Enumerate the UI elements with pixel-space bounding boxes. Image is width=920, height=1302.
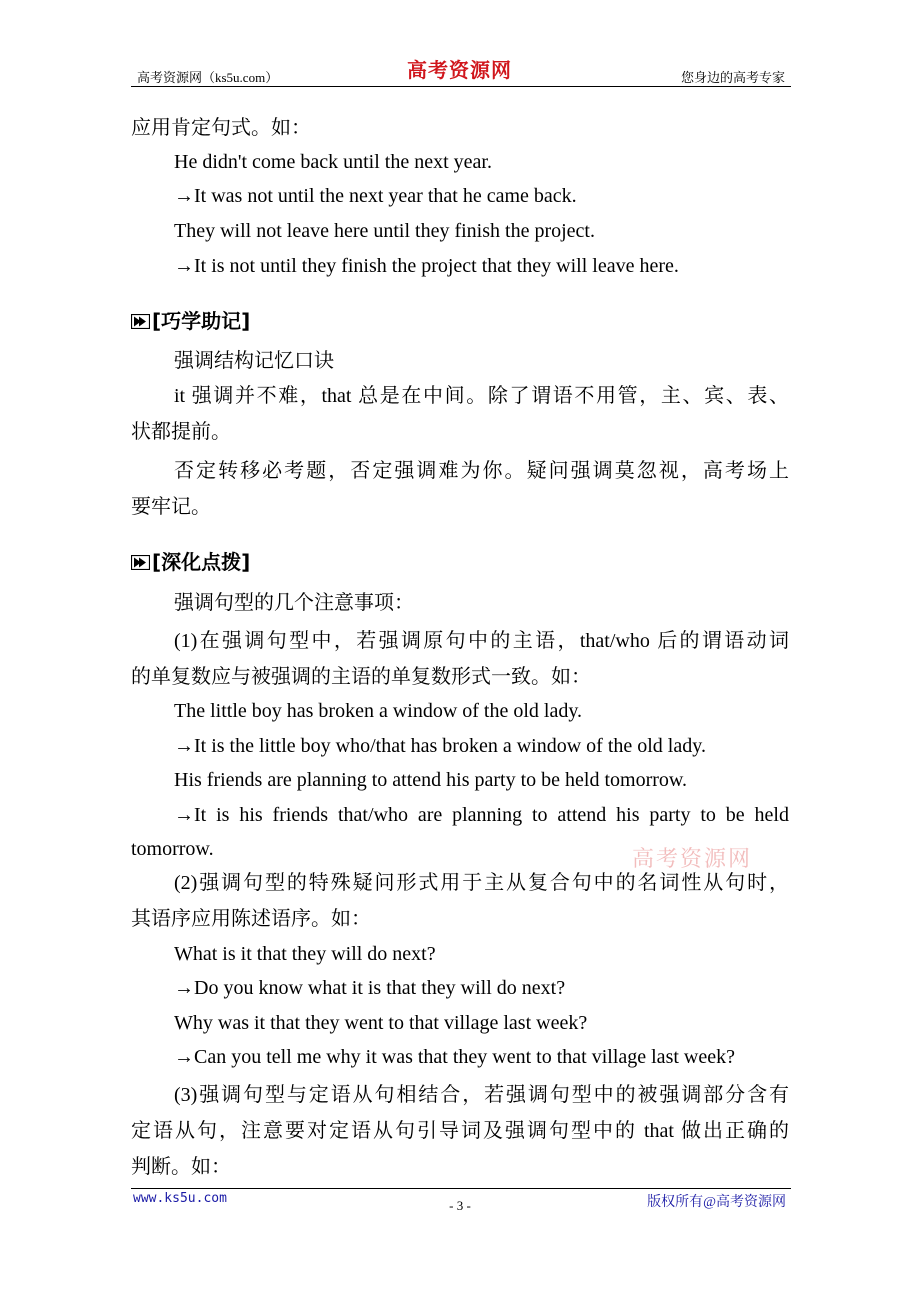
text-line: 状都提前。	[131, 421, 231, 443]
text-line: His friends are planning to attend his party to be held tomorrow.	[174, 769, 688, 791]
section-marker-icon	[131, 314, 150, 329]
text-line: it 强调并不难，that 总是在中间。除了谓语不用管，主、宾、表、	[174, 385, 789, 407]
text-line: Why was it that they went to that village last week?	[174, 1012, 588, 1034]
text-line: 应用肯定句式。如：	[131, 117, 311, 139]
footer-copyright: 版权所有@高考资源网	[647, 1195, 786, 1210]
text-line: 其语序应用陈述语序。如：	[131, 908, 371, 930]
text-line: They will not leave here until they finish the project.	[174, 220, 595, 242]
text-line: →Can you tell me why it was that they went to that village last week?	[174, 1046, 735, 1068]
section-heading-text: [深化点拨]	[152, 550, 251, 574]
text-line: 定语从句，注意要对定语从句引导词及强调句型中的 that 做出正确的	[131, 1120, 789, 1142]
section-heading-deepening	[131, 549, 250, 575]
text-line: →It is his friends that/who are planning to attend his party to be held	[174, 804, 789, 826]
text-line: (1)在强调句型中，若强调原句中的主语，that/who 后的谓语动词	[174, 630, 789, 652]
text-line: 判断。如：	[131, 1156, 231, 1178]
text-line: →It is not until they finish the project that they will leave here.	[174, 255, 679, 277]
text-line: What is it that they will do next?	[174, 943, 436, 965]
header-slogan: 您身边的高考专家	[680, 70, 785, 85]
text-line: 强调结构记忆口诀	[174, 350, 334, 372]
footer-site-link[interactable]: www.ks5u.com	[133, 1191, 227, 1206]
watermark: 高考资源网	[632, 847, 753, 872]
header-site-name: 高考资源网（ks5u.com）	[137, 70, 279, 85]
text-line: tomorrow.	[131, 838, 214, 860]
section-marker-icon	[131, 555, 150, 570]
text-line: →It was not until the next year that he came back.	[174, 185, 577, 207]
text-line: He didn't come back until the next year.	[174, 151, 492, 173]
footer-divider	[131, 1188, 791, 1189]
text-line: →Do you know what it is that they will do next?	[174, 977, 566, 999]
text-line: 否定转移必考题，否定强调难为你。疑问强调莫忽视，高考场上	[174, 460, 789, 482]
section-heading-mnemonic	[131, 308, 250, 334]
text-line: 的单复数应与被强调的主语的单复数形式一致。如：	[131, 666, 591, 688]
text-line: The little boy has broken a window of the old lady.	[174, 700, 583, 722]
text-line: (2)强调句型的特殊疑问形式用于主从复合句中的名词性从句时，	[174, 872, 789, 894]
text-line: (3)强调句型与定语从句相结合，若强调句型中的被强调部分含有	[174, 1084, 789, 1106]
header-divider	[131, 86, 791, 87]
text-line: →It is the little boy who/that has broken a window of the old lady.	[174, 735, 706, 757]
text-line: 要牢记。	[131, 496, 211, 518]
page-number: - 3 -	[449, 1198, 471, 1213]
section-heading-text: [巧学助记]	[152, 309, 251, 333]
header-logo: 高考资源网	[407, 58, 512, 82]
text-line: 强调句型的几个注意事项：	[174, 592, 414, 614]
page-header	[131, 58, 791, 88]
